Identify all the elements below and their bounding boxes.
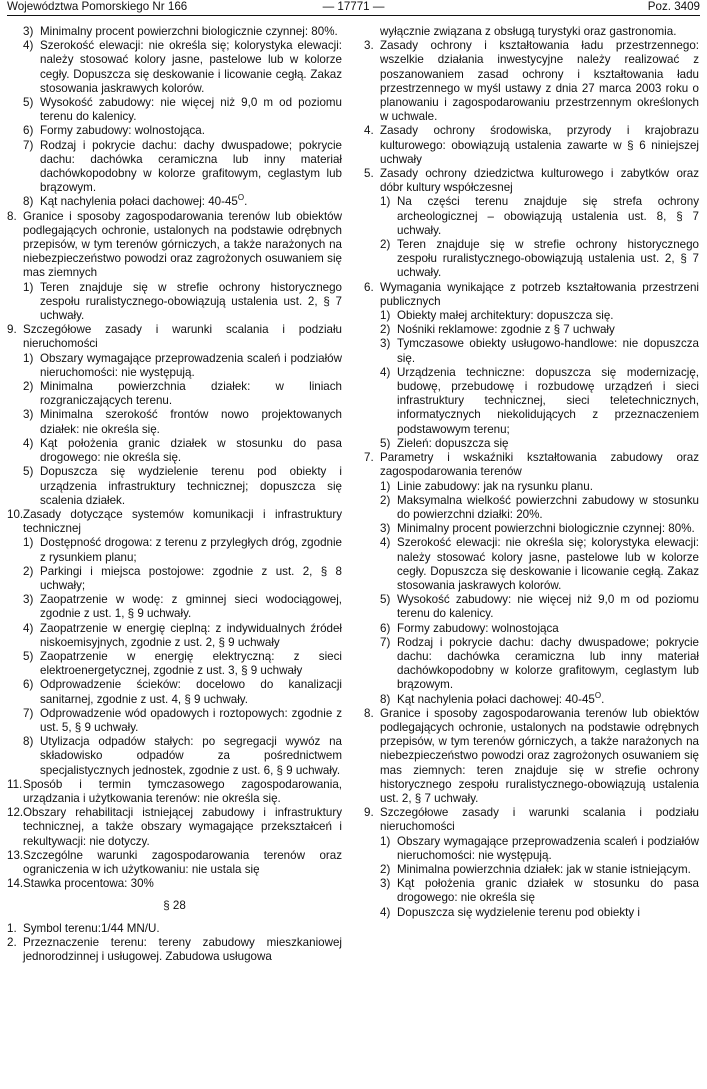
item-number: 2) [380,493,391,507]
page-number: — 17771 — [322,0,385,13]
section-item [7,508,342,536]
item-number: 9. [7,323,17,337]
sub-item [364,863,699,877]
item-number: 5. [364,167,374,181]
item-number: 4. [364,124,374,138]
item-text: Szerokość elewacji: nie określa się; kolorystyka elewacji: należy stosować kolory jasne, pastelowe lub w kolorze cegły. Dopuszcza się deskowanie i licowanie cegłą. Zakaz stosowania jaskrawych kolorów. [40,39,342,95]
right-column [364,25,699,920]
item-text: Parkingi i miejsca postojowe: zgodnie z ust. 2, § 8 uchwały; [40,564,342,592]
item-tail: . [244,195,248,209]
sub-item [7,593,342,621]
item-tail: . [601,692,605,706]
item-text: Minimalna powierzchnia działek: w liniach rozgraniczających terenu. [40,380,342,408]
item-number: 13. [7,848,24,862]
sub-item [364,480,699,494]
sub-item [364,522,699,536]
sub-item [364,366,699,437]
item-number: 12. [7,806,24,820]
item-number: 1) [380,834,391,848]
item-text: Wymagania wynikające z potrzeb kształtowania przestrzeni publicznych [380,280,699,308]
item-text: Formy zabudowy: wolnostojąca [397,621,559,635]
item-text: Kąt położenia granic działek w stosunku do pasa drogowego: nie określa się. [40,436,342,465]
sub-item [7,195,342,209]
item-text: Przeznaczenie terenu: tereny zabudowy mieszkaniowej jednorodzinnej i usługowej. Zabudowa usługowa [23,935,342,963]
section-item [364,806,699,834]
item-text: Dopuszcza się wydzielenie terenu pod obiekty i [397,905,640,919]
item-number: 4) [23,621,34,635]
item-number: 5) [23,465,34,479]
item-number: 1) [380,195,391,209]
item-text: Minimalna szerokość frontów nowo projektowanych działek: nie określa się. [40,408,342,436]
item-number: 3) [380,877,391,891]
continued-paragraph [364,25,699,39]
item-text: Zieleń: dopuszcza się [397,436,509,450]
item-number: 2) [380,238,391,252]
sub-item [7,565,342,593]
section-item [364,281,699,309]
item-number: 8) [23,735,34,749]
sub-item [7,352,342,380]
item-number: 1. [7,921,17,935]
item-text: Granice i sposoby zagospodarowania terenów lub obiektów podlegających ochronie, ustalonych na podstawie odrębnych przepisów, w tym terenów górniczych, a także narażonych na niebezpieczeństwo powodzi oraz zagrożonych osuwaniem się mas ziemnych [23,209,342,280]
item-text: Zaopatrzenie w energię elektryczną: z sieci elektroenergetycznej, zgodnie z ust. 3, § 9 uchwały [40,649,342,678]
left-column [7,25,342,964]
item-text: Tymczasowe obiekty usługowo-handlowe: nie dopuszcza się. [397,337,699,365]
item-number: 6) [380,621,391,635]
item-number: 6) [23,124,34,138]
item-text: Rodzaj i pokrycie dachu: dachy dwuspadowe; pokrycie dachu: dachówka ceramiczna lub inny materiał dachówkopodobny w kolorze grafitowym, ceglastym lub brązowym. [397,635,699,692]
sub-item [7,139,342,196]
item-text: Dostępność drogowa: z terenu z przyległych dróg, zgodnie z rysunkiem planu; [40,536,342,564]
item-text: Szczególne warunki zagospodarowania terenów oraz ograniczenia w ich użytkowaniu: nie ustala się [23,848,342,876]
section-item [7,806,342,849]
sub-item [364,877,699,905]
item-text: Wysokość zabudowy: nie więcej niż 9,0 m od poziomu terenu do kalenicy. [397,593,699,621]
sub-item [364,636,699,693]
item-text: Kąt nachylenia połaci dachowej: 40-45 [397,692,595,706]
item-number: 2) [23,380,34,394]
item-number: 7) [23,706,34,720]
item-number: 7) [380,635,391,649]
sub-item [7,735,342,778]
item-text: Teren znajduje się w strefie ochrony historycznego zespołu ruralistycznego-obowiązują ustalenia ust. 2, § 7 uchwały. [40,280,342,323]
item-text: Zaopatrzenie w energię cieplną: z indywidualnych źródeł niskoemisyjnych, zgodnie z ust. 2, § 9 uchwały [40,621,342,649]
section-item [364,39,699,124]
section-item [7,778,342,806]
item-number: 6. [364,280,374,294]
item-text: Zasady ochrony środowiska, przyrody i krajobrazu kulturowego: obowiązują ustalenia zawarte w § 6 niniejszej uchwały [380,124,699,166]
item-number: 1) [23,536,34,550]
header-rule [7,15,700,16]
item-text: Szerokość elewacji: nie określa się; kolorystyka elewacji: należy stosować kolory jasne, pastelowe lub w kolorze cegły. Dopuszcza się deskowanie i licowanie cegłą. Zakaz stosowania jaskrawych kolorów. [397,536,699,592]
section-item [364,451,699,479]
section-item [7,877,342,891]
section-item [364,124,699,167]
item-number: 1) [380,309,391,323]
item-text: Szczegółowe zasady i warunki scalania i podziału nieruchomości [23,323,342,351]
item-text: Urządzenia techniczne: dopuszcza się modernizację, budowę, przebudowę i rozbudowę urządzeń i sieci infrastruktury technicznej, sieci teletechnicznych, informatycznych niekolidujących z przeznaczeniem podstawowym terenu; [397,365,699,436]
item-text: Obiekty małej architektury: dopuszcza się. [397,309,614,323]
section-item [7,323,342,351]
item-text: Dopuszcza się wydzielenie terenu pod obiekty i urządzenia infrastruktury technicznej; dopuszcza się scalenia działek. [40,465,342,507]
sub-item [364,494,699,522]
item-text: Parametry i wskaźniki kształtowania zabudowy oraz zagospodarowania terenów [380,451,699,479]
item-text: Wysokość zabudowy: nie więcej niż 9,0 m od poziomu terenu do kalenicy. [40,96,342,124]
sub-item [7,465,342,508]
journal-title: Województwa Pomorskiego Nr 166 [7,0,188,13]
section-item [364,707,699,806]
item-text: Formy zabudowy: wolnostojąca. [40,124,205,138]
item-number: 5) [380,593,391,607]
item-number: 1) [23,351,34,365]
item-text: Zaopatrzenie w wodę: z gminnej sieci wodociągowej, zgodnie z ust. 1, § 9 uchwały. [40,593,342,621]
sub-item [7,536,342,564]
item-text: Nośniki reklamowe: zgodnie z § 7 uchwały [397,323,615,337]
item-text: Kąt położenia granic działek w stosunku do pasa drogowego: nie określa się [397,877,699,905]
sub-item [364,309,699,323]
degree-superscript: O [594,690,602,700]
item-text: Zasady ochrony dziedzictwa kulturowego i zabytków oraz dóbr kultury współczesnej [380,167,699,195]
sub-item [7,650,342,678]
item-number: 4) [23,39,34,53]
sub-item [364,195,699,238]
sub-item [364,323,699,337]
item-text: Linie zabudowy: jak na rysunku planu. [397,479,593,493]
section-heading [7,899,342,913]
item-text: Odprowadzenie ścieków: docelowo do kanalizacji sanitarnej, zgodnie z ust. 4, § 9 uchwały. [40,678,342,706]
sub-item [364,238,699,281]
item-number: 5) [23,649,34,663]
sub-item [7,678,342,706]
item-text: Minimalna powierzchnia działek: jak w stanie istniejącym. [397,862,691,876]
item-text: Symbol terenu:1/44 MN/U. [23,921,160,935]
item-number: 9. [364,806,374,820]
item-number: 3) [23,25,34,38]
item-number: 3) [23,593,34,607]
item-text: Rodzaj i pokrycie dachu: dachy dwuspadowe; pokrycie dachu: dachówka ceramiczna lub inny materiał dachówkopodobny w kolorze grafitowym, ceglastym lub brązowym. [40,138,342,195]
section-item [7,922,342,936]
section-item [364,167,699,195]
sub-item [364,337,699,365]
sub-item [364,906,699,920]
sub-item [7,281,342,324]
sub-item [7,124,342,138]
item-text: Obszary wymagające przeprowadzenia scaleń i podziałów nieruchomości: nie występują. [40,351,342,379]
section-item [7,210,342,281]
item-text: Granice i sposoby zagospodarowania terenów lub obiektów podlegających ochronie, ustalonych na podstawie odrębnych przepisów, w tym terenów górniczych, a także narażonych na niebezpieczeństwo powodzi oraz zagrożonych osuwaniem się mas ziemnych: teren znajduje się w strefie ochrony historycznego zespołu ruralistycznego-obowiązują ustalenia ust. 2, § 7 uchwały. [380,706,699,805]
item-number: 4) [380,365,391,379]
item-number: 8) [23,195,34,209]
sub-item [364,835,699,863]
item-number: 8) [380,692,391,706]
sub-item [364,622,699,636]
sub-item [7,408,342,436]
sub-item [364,437,699,451]
item-number: 7) [23,138,34,152]
sub-item [364,536,699,593]
item-number: 3) [380,522,391,536]
sub-item [364,593,699,621]
item-text: Odprowadzenie wód opadowych i roztopowych: zgodnie z ust. 5, § 9 uchwały. [40,706,342,734]
item-number: 4) [23,436,34,450]
degree-superscript: O [237,193,245,203]
sub-item [7,622,342,650]
section-item [7,936,342,964]
sub-item [7,96,342,124]
item-number: 8. [7,209,17,223]
item-number: 10. [7,507,24,521]
item-number: 3) [23,408,34,422]
item-number: 2) [380,862,391,876]
sub-item [364,690,699,707]
item-text: Zasady dotyczące systemów komunikacji i infrastruktury technicznej [23,507,342,536]
item-number: 11. [7,777,23,791]
sub-item [7,39,342,96]
sub-item [7,707,342,735]
item-number: 4) [380,536,391,550]
section-heading-text: § 28 [163,899,186,913]
item-text: Zasady ochrony i kształtowania ładu przestrzennego: wszelkie działania inwestycyjne należy realizować z poszanowaniem zasad ochrony i kształtowania ładu przestrzennego w myśl ustawy z dnia 27 marca 2003 roku o planowaniu i zagospodarowaniu przestrzennym określonych w uchwale. [380,39,699,124]
item-number: 1) [380,479,391,493]
item-text: Kąt nachylenia połaci dachowej: 40-45 [40,195,238,209]
item-text: Teren znajduje się w strefie ochrony historycznego zespołu ruralistycznego-obowiązują ustalenia ust. 2, § 7 uchwały. [397,238,699,280]
item-number: 6) [23,678,34,692]
item-number: 5) [23,96,34,110]
item-number: 3) [380,337,391,351]
item-text: Na części terenu znajduje się strefa ochrony archeologicznej – obowiązują ustalenia ust. 8, § 7 uchwały. [397,195,699,237]
sub-item [7,25,342,39]
item-number: 2. [7,935,17,949]
item-text: Minimalny procent powierzchni biologicznie czynnej: 80%. [40,25,338,38]
item-number: 7. [364,451,374,465]
item-text: Szczegółowe zasady i warunki scalania i podziału nieruchomości [380,806,699,834]
sub-item [7,380,342,408]
section-item [7,849,342,877]
item-text: Obszary rehabilitacji istniejącej zabudowy i infrastruktury technicznej, a także obszary wymagające przekształceń i rekultywacji: nie dotyczy. [23,806,342,848]
item-number: 2) [23,564,34,578]
item-number: 1) [23,280,34,294]
item-number: 8. [364,706,374,720]
item-text: Stawka procentowa: 30% [23,877,154,891]
item-text: Sposób i termin tymczasowego zagospodarowania, urządzania i użytkowania terenów: nie określa się. [23,777,342,805]
item-text: Maksymalna wielkość powierzchni zabudowy w stosunku do powierzchni działki: 20%. [397,493,699,521]
item-number: 2) [380,323,391,337]
item-number: 5) [380,436,391,450]
paragraph-text: wyłącznie związana z obsługą turystyki oraz gastronomia. [380,25,677,38]
item-number: 3. [364,39,374,53]
sub-item [7,437,342,465]
item-number: 4) [380,905,391,919]
item-number: 14. [7,877,24,891]
page-header [7,0,700,14]
item-text: Minimalny procent powierzchni biologicznie czynnej: 80%. [397,522,695,536]
item-text: Obszary wymagające przeprowadzenia scaleń i podziałów nieruchomości: nie występują. [397,834,699,862]
item-text: Utylizacja odpadów stałych: po segregacji wywóz na składowisko odpadów za pośrednictwem specjalistycznych jednostek, zgodnie z ust. 6, § 9 uchwały. [40,735,342,777]
position-number: Poz. 3409 [647,0,700,13]
